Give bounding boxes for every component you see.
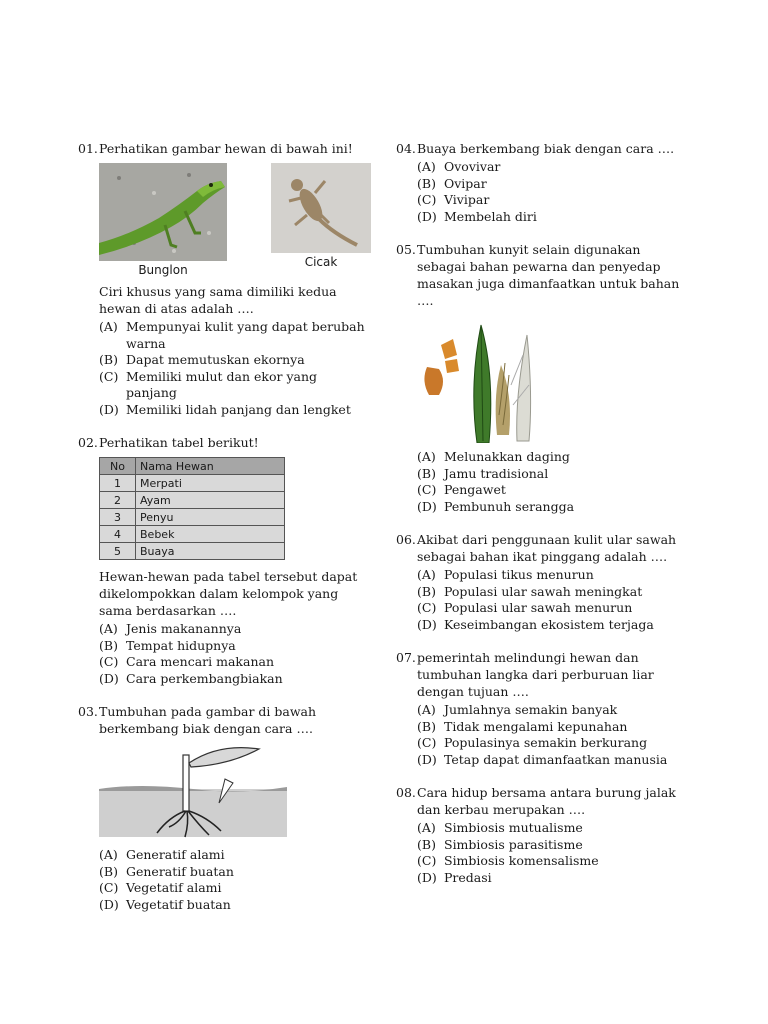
- option-b[interactable]: [417, 584, 692, 601]
- options-list: [78, 847, 370, 913]
- column-header-name: Nama Hewan: [136, 458, 285, 475]
- option-c[interactable]: [417, 482, 692, 499]
- option-label: (B): [417, 465, 436, 481]
- option-text: Vegetatif buatan: [126, 896, 231, 912]
- option-text: Pembunuh serangga: [444, 498, 575, 514]
- option-a[interactable]: [99, 847, 370, 864]
- table-row: [100, 543, 285, 560]
- option-text: Cara mencari makanan: [126, 654, 275, 669]
- animal-table: [99, 457, 285, 560]
- table-cell: 4: [100, 526, 136, 543]
- right-column: [396, 140, 692, 902]
- question-number: 06.: [396, 532, 416, 547]
- option-text: Tidak mengalami kepunahan: [444, 718, 628, 734]
- option-label: (B): [417, 718, 436, 734]
- option-c[interactable]: [99, 880, 370, 897]
- question-text: Cara hidup bersama antara burung jalak dan kerbau merupakan ….: [417, 785, 676, 817]
- question-subtext: Hewan-hewan pada tabel tersebut dapat dikelompokkan dalam kelompok yang sama berdasarkan ….: [99, 569, 358, 618]
- option-text: Populasinya semakin berkurang: [444, 735, 648, 750]
- option-c[interactable]: [417, 853, 692, 870]
- gecko-photo: [271, 163, 371, 253]
- animal-figures: [99, 163, 370, 277]
- option-d[interactable]: [417, 752, 692, 769]
- option-text: Vivipar: [444, 192, 490, 207]
- option-b[interactable]: [417, 719, 692, 736]
- option-text: Populasi ular sawah meningkat: [444, 583, 643, 599]
- option-d[interactable]: [99, 671, 370, 688]
- table-cell: Ayam: [136, 492, 285, 509]
- option-text: Dapat memutuskan ekornya: [126, 352, 305, 367]
- table-cell: 5: [100, 543, 136, 560]
- option-text: Vegetatif alami: [126, 880, 222, 895]
- option-text: Memiliki lidah panjang dan lengket: [126, 401, 351, 417]
- option-d[interactable]: [417, 209, 692, 226]
- option-c[interactable]: [417, 192, 692, 209]
- plant-cutting-illustration: [99, 743, 287, 841]
- question-text: Tumbuhan kunyit selain digunakan sebagai bahan pewarna dan penyedap masakan juga dimanfaatkan untuk bahan ….: [417, 242, 680, 308]
- table-cell: Merpati: [136, 475, 285, 492]
- question-06: [396, 531, 692, 633]
- question-number: 04.: [396, 141, 416, 156]
- left-column: [78, 140, 370, 929]
- option-text: Memiliki mulut dan ekor yang panjang: [126, 368, 318, 400]
- turmeric-plant-illustration: [417, 315, 543, 443]
- table-cell: 1: [100, 475, 136, 492]
- table-row: [100, 492, 285, 509]
- option-label: (D): [417, 208, 437, 224]
- caption-bunglon: Bunglon: [138, 263, 188, 277]
- option-label: (A): [417, 702, 436, 717]
- option-label: (B): [99, 863, 118, 879]
- option-d[interactable]: [99, 897, 370, 914]
- option-label: (C): [99, 880, 119, 895]
- option-label: (B): [99, 352, 118, 367]
- question-03: [78, 703, 370, 913]
- option-text: Jenis makanannya: [126, 621, 242, 636]
- option-label: (D): [99, 670, 119, 686]
- question-text: Tumbuhan pada gambar di bawah berkembang biak dengan cara ….: [99, 704, 317, 736]
- option-label: (C): [417, 853, 437, 868]
- option-text: Jumlahnya semakin banyak: [444, 702, 618, 717]
- question-07: [396, 649, 692, 768]
- cutting-figure: [99, 743, 370, 841]
- chameleon-photo: [99, 163, 227, 261]
- turmeric-figure: [417, 315, 692, 443]
- option-a[interactable]: [417, 567, 692, 584]
- question-text: Perhatikan tabel berikut!: [99, 435, 259, 450]
- option-label: (C): [417, 482, 437, 497]
- question-text: Buaya berkembang biak dengan cara ….: [417, 141, 675, 156]
- options-list: [396, 159, 692, 225]
- option-label: (A): [99, 319, 118, 334]
- option-text: Simbiosis mutualisme: [444, 820, 583, 835]
- option-label: (C): [99, 654, 119, 669]
- option-a[interactable]: [417, 449, 692, 466]
- option-text: Ovovivar: [444, 159, 501, 174]
- option-label: (C): [99, 368, 119, 384]
- option-text: Tetap dapat dimanfaatkan manusia: [444, 751, 668, 767]
- option-a[interactable]: [417, 159, 692, 176]
- option-text: Melunakkan daging: [444, 449, 570, 464]
- option-text: Populasi tikus menurun: [444, 567, 594, 582]
- question-text: Akibat dari penggunaan kulit ular sawah sebagai bahan ikat pinggang adalah ….: [417, 532, 677, 564]
- option-b[interactable]: [99, 864, 370, 881]
- option-d[interactable]: [99, 402, 370, 419]
- options-list: [396, 567, 692, 633]
- option-label: (B): [417, 175, 436, 191]
- table-cell: Penyu: [136, 509, 285, 526]
- options-list: [396, 820, 692, 886]
- option-b[interactable]: [417, 176, 692, 193]
- table-header-row: [100, 458, 285, 475]
- question-04: [396, 140, 692, 225]
- option-label: (C): [417, 735, 437, 750]
- option-d[interactable]: [417, 870, 692, 887]
- option-c[interactable]: [417, 600, 692, 617]
- question-02: [78, 434, 370, 687]
- options-list: [78, 621, 370, 687]
- gecko-figure: [271, 163, 371, 277]
- table-cell: 2: [100, 492, 136, 509]
- option-text: Membelah diri: [444, 208, 537, 224]
- option-label: (A): [417, 567, 436, 582]
- option-label: (C): [417, 600, 437, 615]
- option-text: Keseimbangan ekosistem terjaga: [444, 616, 654, 632]
- question-number: 05.: [396, 242, 416, 257]
- option-label: (A): [99, 847, 118, 862]
- option-b[interactable]: [99, 638, 370, 655]
- option-text: Simbiosis parasitisme: [444, 836, 583, 852]
- option-b[interactable]: [99, 352, 370, 369]
- option-label: (B): [99, 637, 118, 653]
- caption-cicak: Cicak: [304, 255, 338, 269]
- option-b[interactable]: [417, 837, 692, 854]
- option-text: Mempunyai kulit yang dapat berubah warna: [126, 319, 365, 351]
- question-01: [78, 140, 370, 418]
- question-text: Perhatikan gambar hewan di bawah ini!: [99, 141, 353, 156]
- question-number: 03.: [78, 704, 98, 719]
- option-text: Populasi ular sawah menurun: [444, 600, 633, 615]
- table-row: [100, 475, 285, 492]
- question-number: 08.: [396, 785, 416, 800]
- chameleon-figure: [99, 163, 227, 277]
- option-label: (A): [417, 820, 436, 835]
- option-label: (D): [99, 401, 119, 417]
- options-list: [396, 702, 692, 768]
- option-text: Pengawet: [444, 482, 506, 497]
- option-text: Predasi: [444, 869, 492, 885]
- option-label: (D): [417, 869, 437, 885]
- option-label: (A): [99, 621, 118, 636]
- question-05: [396, 241, 692, 515]
- option-d[interactable]: [417, 499, 692, 516]
- options-list: [78, 319, 370, 418]
- option-d[interactable]: [417, 617, 692, 634]
- table-cell: Buaya: [136, 543, 285, 560]
- option-a[interactable]: [417, 820, 692, 837]
- option-a[interactable]: [99, 621, 370, 638]
- option-text: Tempat hidupnya: [126, 637, 236, 653]
- option-label: (D): [417, 751, 437, 767]
- option-c[interactable]: [99, 654, 370, 671]
- option-text: Jamu tradisional: [444, 465, 549, 481]
- option-text: Generatif alami: [126, 847, 225, 862]
- question-subtext: Ciri khusus yang sama dimiliki kedua hewan di atas adalah ….: [99, 284, 337, 316]
- option-c[interactable]: [417, 735, 692, 752]
- option-label: (B): [417, 836, 436, 852]
- option-label: (D): [417, 616, 437, 632]
- option-c[interactable]: [99, 369, 370, 402]
- question-number: 07.: [396, 650, 416, 665]
- question-number: 02.: [78, 435, 98, 450]
- option-label: (A): [417, 159, 436, 174]
- option-label: (B): [417, 583, 436, 599]
- table-cell: 3: [100, 509, 136, 526]
- table-row: [100, 509, 285, 526]
- option-label: (D): [99, 896, 119, 912]
- option-text: Generatif buatan: [126, 863, 234, 879]
- table-row: [100, 526, 285, 543]
- option-text: Cara perkembangbiakan: [126, 670, 283, 686]
- table-cell: Bebek: [136, 526, 285, 543]
- option-label: (C): [417, 192, 437, 207]
- option-text: Simbiosis komensalisme: [444, 853, 599, 868]
- option-a[interactable]: [99, 319, 370, 352]
- option-label: (A): [417, 449, 436, 464]
- option-a[interactable]: [417, 702, 692, 719]
- question-text: pemerintah melindungi hewan dan tumbuhan langka dari perburuan liar dengan tujuan ….: [417, 650, 654, 699]
- option-label: (D): [417, 498, 437, 514]
- question-08: [396, 784, 692, 886]
- option-text: Ovipar: [444, 175, 487, 191]
- options-list: [396, 449, 692, 515]
- question-number: 01.: [78, 141, 98, 156]
- option-b[interactable]: [417, 466, 692, 483]
- column-header-no: No: [100, 458, 136, 475]
